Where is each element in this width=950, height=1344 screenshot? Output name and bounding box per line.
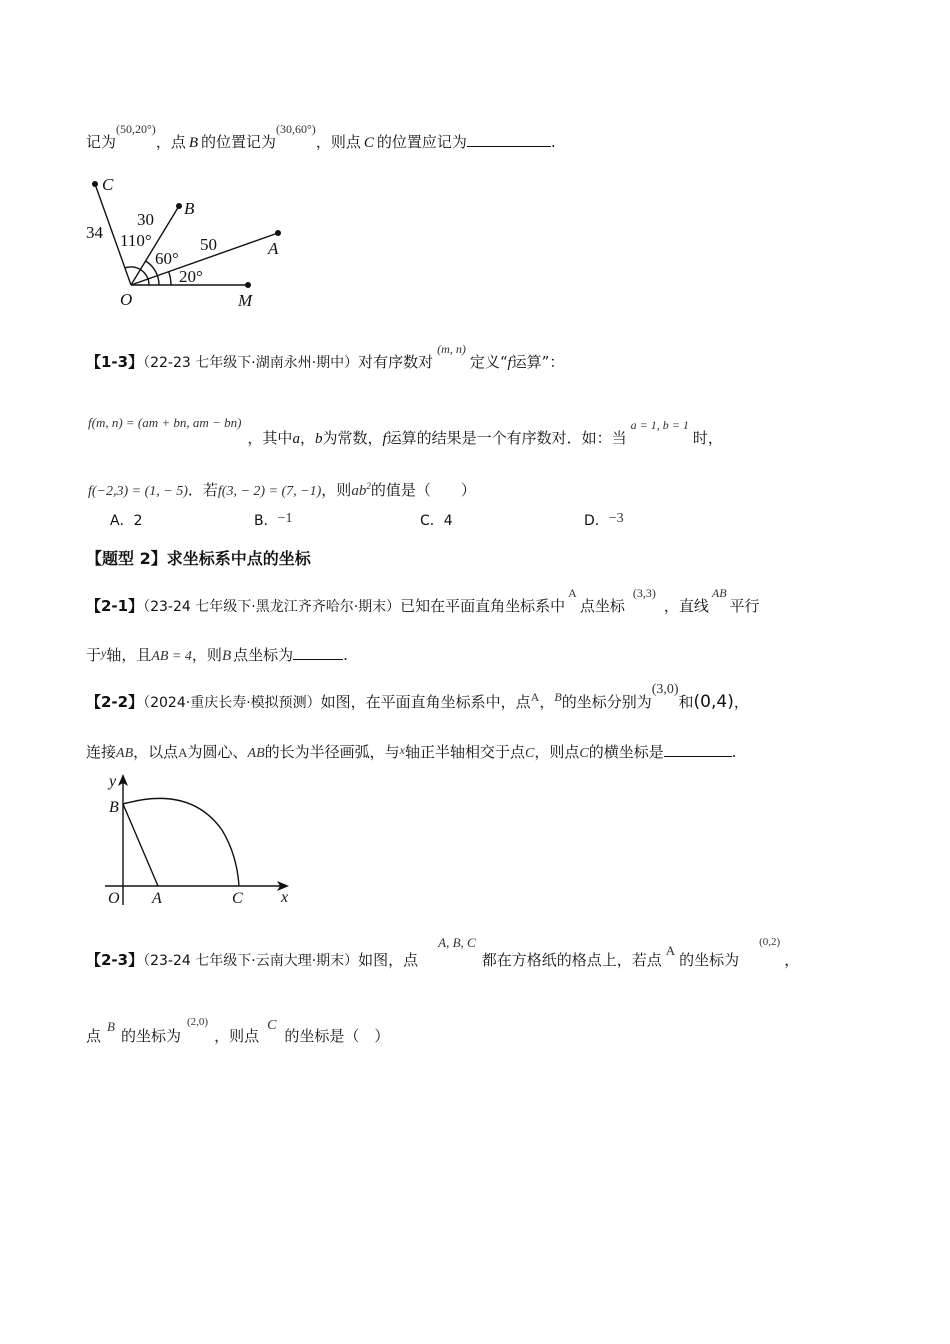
answer-blank[interactable]	[664, 742, 732, 757]
point-c: C	[525, 746, 535, 761]
label-b: B	[184, 199, 195, 218]
length-ob: 30	[137, 210, 154, 229]
coord-a: (3,3)	[632, 586, 656, 600]
point-c: C	[363, 135, 374, 151]
option-label: A．	[110, 513, 134, 529]
option-value: 2	[133, 513, 143, 529]
option-value: −1	[277, 511, 293, 526]
question-source: （23-24 七年级下·黑龙江齐齐哈尔·期末）	[143, 599, 401, 615]
segment-ab: AB	[116, 746, 134, 761]
text: 的坐标为	[120, 1027, 181, 1045]
answer-blank[interactable]	[293, 645, 343, 660]
coord-b: (0,4)	[693, 692, 734, 712]
point-a: A	[568, 586, 577, 600]
text: 的长为半径画弧，与	[264, 743, 400, 761]
option-a[interactable]	[110, 510, 143, 530]
label-o: O	[108, 890, 120, 907]
text: 的横坐标是	[588, 743, 664, 761]
text: 的坐标分别为	[561, 693, 652, 711]
text: ，	[539, 693, 555, 711]
text: 的坐标为	[679, 951, 740, 969]
length-oa: 50	[200, 235, 217, 254]
question-tag: 【1-3】	[86, 353, 144, 371]
question-tag: 【2-1】	[86, 597, 144, 615]
axis-y: y	[101, 646, 107, 660]
point-b: B	[221, 648, 232, 664]
figure-polar-angles	[80, 170, 300, 310]
text: 都在方格纸的格点上，若点	[481, 951, 662, 969]
q2-2-line2	[86, 742, 737, 764]
text: 已知在平面直角坐标系中	[400, 597, 566, 615]
point-b: B	[188, 135, 198, 151]
text: ，	[733, 693, 749, 711]
figure-coordinate-arc	[95, 770, 305, 910]
text: 的位置记为	[201, 133, 277, 151]
length-oc: 34	[86, 223, 103, 242]
formula: f(m, n) = (am + bn, am − bn)	[88, 415, 242, 430]
point-b: B	[107, 1019, 115, 1034]
q2-1-line2	[86, 645, 348, 667]
text: 平行	[729, 597, 760, 615]
q1-3-options	[110, 510, 810, 530]
option-d[interactable]	[584, 510, 624, 530]
point-a: A	[178, 745, 188, 760]
coord-a: (0,2)	[759, 936, 781, 948]
text: 点	[86, 1027, 102, 1045]
option-label: B．	[254, 513, 278, 529]
label-y: y	[109, 773, 117, 790]
given: f(3, − 2) = (7, −1)	[217, 484, 322, 499]
text: 记为	[86, 133, 117, 151]
text: 定义“	[469, 353, 508, 371]
text: 连接	[86, 743, 117, 761]
q2-1-line1	[86, 586, 760, 617]
f-symbol: f	[507, 355, 512, 371]
text: ，点	[155, 133, 186, 151]
text: 如图，在平面直角坐标系中，点	[320, 693, 531, 711]
q2-3-line2	[86, 1016, 390, 1048]
q2-3-line1	[86, 935, 800, 972]
q1-3-line3	[88, 476, 476, 502]
label-x: x	[281, 889, 289, 906]
text: ，其中	[247, 429, 293, 447]
coord-a: (3,0)	[651, 682, 679, 697]
point-c: C	[579, 746, 589, 761]
option-c[interactable]	[420, 510, 453, 530]
coord-a: (50,20°)	[116, 122, 156, 136]
text: ，	[784, 951, 800, 969]
line-ab: AB	[711, 586, 727, 600]
angle-com: 110°	[120, 231, 152, 250]
point-c: C	[267, 1018, 277, 1033]
answer-blank[interactable]	[467, 132, 551, 147]
text: ，以点	[133, 743, 179, 761]
text: 运算的结果是一个有序数对．如：当	[386, 429, 627, 447]
text: .	[731, 743, 737, 761]
text: 轴正半轴相交于点	[405, 743, 526, 761]
text: .	[343, 646, 348, 664]
option-b[interactable]	[254, 510, 293, 530]
q1-2-answer-line	[86, 122, 556, 153]
text: ，则	[321, 481, 352, 499]
var-b: b	[314, 431, 323, 447]
q1-3-line2	[88, 415, 723, 449]
expr-base: ab	[351, 483, 367, 499]
label-a: A	[152, 890, 162, 907]
q1-3-line1	[86, 342, 565, 373]
option-value: −3	[608, 511, 624, 526]
option-label: D．	[584, 513, 609, 529]
text: 如图，点	[358, 951, 419, 969]
text: 运算”：	[511, 353, 565, 371]
label-m: M	[238, 291, 253, 310]
option-label: C．	[420, 513, 444, 529]
label-c: C	[102, 175, 114, 194]
question-source: （2024·重庆长寿·模拟预测）	[143, 695, 321, 711]
text: 和	[678, 693, 694, 711]
segment-ab: AB	[247, 746, 265, 761]
text: 于	[86, 646, 102, 664]
angle-aom: 20°	[179, 267, 203, 286]
text: 轴，且	[106, 646, 152, 664]
label-c: C	[232, 890, 243, 907]
condition: a = 1, b = 1	[630, 418, 689, 432]
text: 的值是（ ）	[370, 481, 476, 499]
option-value: 4	[443, 513, 453, 529]
text: ，则点	[315, 133, 361, 151]
section-heading: 【题型 2】求坐标系中点的坐标	[86, 549, 311, 568]
angle-bom: 60°	[155, 249, 179, 268]
question-source: （22-23 七年级下·湖南永州·期中）	[143, 355, 359, 371]
text: 的位置应记为	[376, 133, 467, 151]
text: 为圆心、	[187, 743, 248, 761]
text: ，则点	[214, 1027, 260, 1045]
question-tag: 【2-3】	[86, 951, 144, 969]
text: 为常数，	[322, 429, 383, 447]
label-a: A	[268, 239, 279, 258]
point-b: B	[554, 690, 562, 704]
expr	[351, 483, 371, 499]
equation: AB = 4	[151, 649, 192, 664]
example: f(−2,3) = (1, − 5)	[88, 484, 188, 499]
text: ．若	[187, 481, 218, 499]
coord-b: (2,0)	[186, 1016, 209, 1028]
points-abc: A, B, C	[438, 935, 476, 950]
question-source: （23-24 七年级下·云南大理·期末）	[143, 953, 359, 969]
text: .	[550, 133, 556, 151]
f-symbol: f	[382, 431, 387, 447]
ordered-pair: (m, n)	[437, 342, 466, 356]
text: ，直线	[663, 597, 709, 615]
q2-2-line1	[86, 682, 749, 714]
label-o: O	[120, 290, 133, 309]
text: ，则	[191, 646, 222, 664]
point-a: A	[530, 690, 540, 704]
coord-b: (30,60°)	[276, 122, 316, 136]
point-a: A	[665, 943, 676, 958]
question-tag: 【2-2】	[86, 693, 144, 711]
label-b: B	[109, 799, 119, 816]
text: ，则点	[534, 743, 580, 761]
text: 对有序数对	[358, 353, 434, 371]
text: 点坐标	[579, 597, 625, 615]
text: 点坐标为	[233, 646, 294, 664]
text: 的坐标是（ ）	[284, 1027, 390, 1045]
text: 时，	[692, 429, 723, 447]
var-a: a	[292, 431, 300, 447]
axis-x: x	[399, 743, 405, 757]
expr-exponent: 2	[366, 481, 371, 491]
text: ，	[299, 429, 315, 447]
